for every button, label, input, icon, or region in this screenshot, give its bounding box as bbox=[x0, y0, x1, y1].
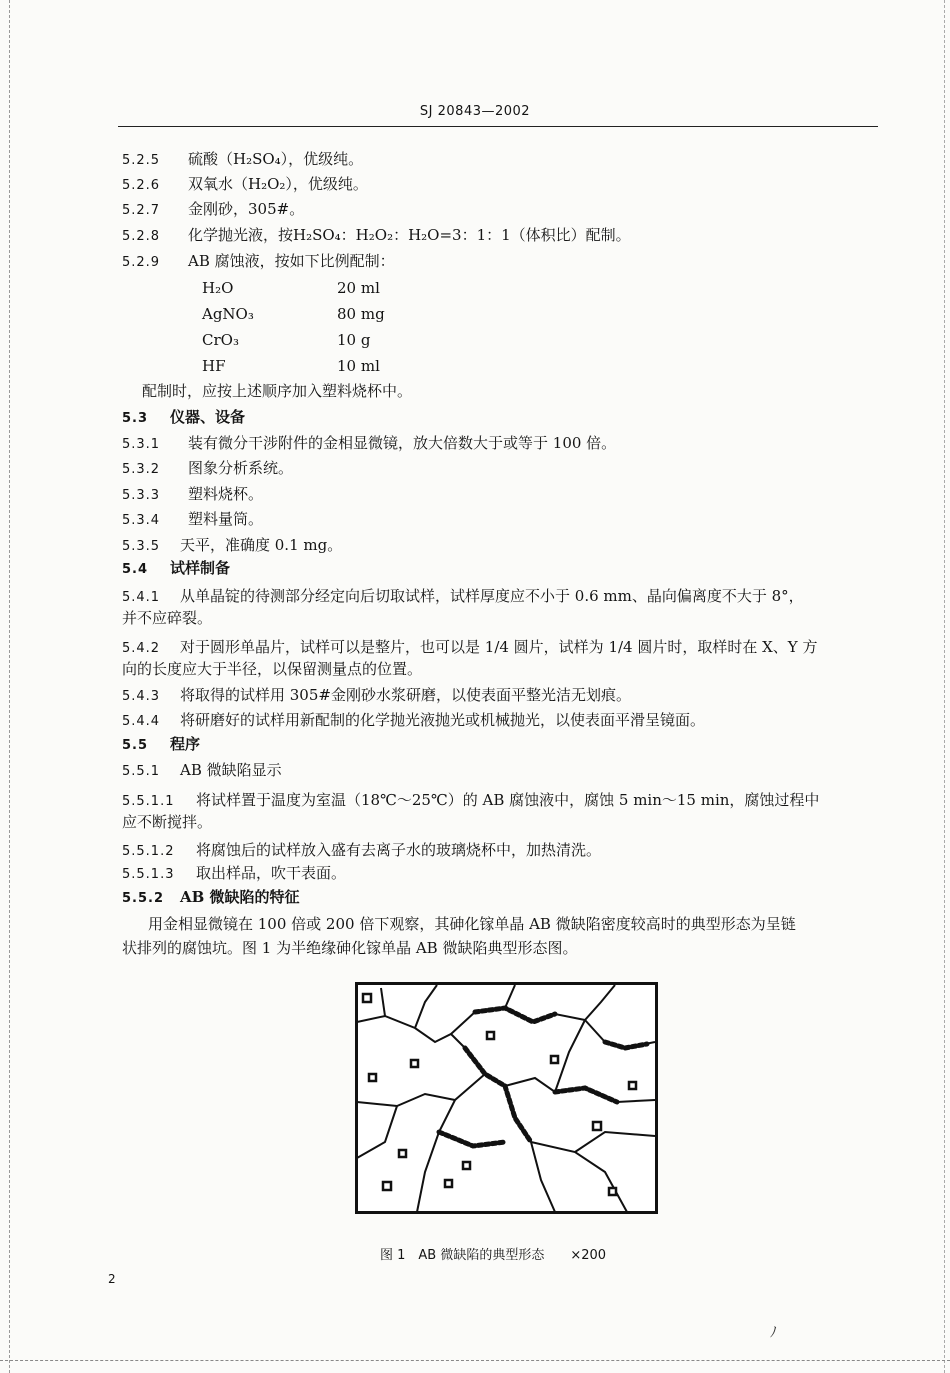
scan-mark: ﾉ bbox=[770, 1325, 777, 1341]
clause-5-2-7: 5.2.7 金刚砂，305#。 bbox=[122, 200, 305, 218]
clause-5-2-6: 5.2.6 双氧水（H₂O₂），优级纯。 bbox=[122, 175, 368, 193]
clause-5-5-1-3: 5.5.1.3 取出样品，吹干表面。 bbox=[122, 864, 347, 882]
clause-5-3-1: 5.3.1 装有微分干涉附件的金相显微镜，放大倍数大于或等于 100 倍。 bbox=[122, 434, 617, 452]
clause-5-5-1-2: 5.5.1.2 将腐蚀后的试样放入盛有去离子水的玻璃烧杯中，加热清洗。 bbox=[122, 841, 602, 859]
clause-5-4-2: 5.4.2 对于圆形单晶片，试样可以是整片，也可以是 1/4 圆片，试样为 1/4 圆片时，取样时在 X、Y 方 bbox=[122, 638, 818, 656]
recipe-row: CrO₃ 10 g bbox=[202, 331, 371, 349]
clause-5-5-1: 5.5.1 AB 微缺陷显示 bbox=[122, 761, 282, 779]
clause-5-5-2: 5.5.2 AB 微缺陷的特征 bbox=[122, 888, 300, 906]
page-number: 2 bbox=[108, 1272, 116, 1286]
recipe-row: HF 10 ml bbox=[202, 357, 380, 375]
clause-5-5-1-1: 5.5.1.1 将试样置于温度为室温（18℃～25℃）的 AB 腐蚀液中，腐蚀 5 min～15 min，腐蚀过程中 bbox=[122, 791, 820, 809]
clause-5-4-3: 5.4.3 将取得的试样用 305#金刚砂水浆研磨，以使表面平整光洁无划痕。 bbox=[122, 686, 631, 704]
clause-5-2-5: 5.2.5 硫酸（H₂SO₄），优级纯。 bbox=[122, 150, 364, 168]
recipe-note: 配制时，应按上述顺序加入塑料烧杯中。 bbox=[142, 382, 413, 400]
magnification: ×200 bbox=[570, 1248, 607, 1263]
figure-caption: 图 1 AB 微缺陷的典型形态 ×200 bbox=[380, 1248, 607, 1263]
clause-5-4-1-cont: 并不应碎裂。 bbox=[122, 609, 213, 627]
body-paragraph-cont: 状排列的腐蚀坑。图 1 为半绝缘砷化镓单晶 AB 微缺陷典型形态图。 bbox=[122, 939, 578, 957]
body-paragraph: 用金相显微镜在 100 倍或 200 倍下观察，其砷化镓单晶 AB 微缺陷密度较高时的典型形态为呈链 bbox=[148, 915, 796, 933]
clause-5-3-5: 5.3.5 天平，准确度 0.1 mg。 bbox=[122, 536, 343, 554]
clause-5-4-2-cont: 向的长度应大于半径，以保留测量点的位置。 bbox=[122, 660, 423, 678]
header-rule bbox=[118, 126, 878, 127]
clause-5-4-4: 5.4.4 将研磨好的试样用新配制的化学抛光液抛光或机械抛光，以使表面平滑呈镜面。 bbox=[122, 711, 706, 729]
section-5-3: 5.3 仪器、设备 bbox=[122, 408, 246, 426]
scan-edge-bottom bbox=[0, 1360, 950, 1361]
scan-edge-right bbox=[944, 0, 945, 1373]
recipe-row: AgNO₃ 80 mg bbox=[202, 305, 385, 323]
scan-edge-left bbox=[9, 0, 10, 1373]
recipe-row: H₂O 20 ml bbox=[202, 279, 380, 297]
clause-5-2-9: 5.2.9 AB 腐蚀液，按如下比例配制： bbox=[122, 252, 395, 270]
clause-5-3-3: 5.3.3 塑料烧杯。 bbox=[122, 485, 264, 503]
clause-5-5-1-1-cont: 应不断搅拌。 bbox=[122, 813, 213, 831]
document-code: SJ 20843—2002 bbox=[419, 104, 531, 119]
clause-5-4-1: 5.4.1 从单晶锭的待测部分经定向后切取试样，试样厚度应不小于 0.6 mm、晶向偏离度不大于 8°， bbox=[122, 587, 804, 605]
section-5-5: 5.5 程序 bbox=[122, 735, 201, 753]
clause-5-3-2: 5.3.2 图象分析系统。 bbox=[122, 459, 294, 477]
section-5-4: 5.4 试样制备 bbox=[122, 559, 231, 577]
ab-microdefect-micrograph bbox=[355, 982, 658, 1214]
clause-5-3-4: 5.3.4 塑料量筒。 bbox=[122, 510, 264, 528]
clause-5-2-8: 5.2.8 化学抛光液，按H₂SO₄：H₂O₂：H₂O=3：1：1（体积比）配制。 bbox=[122, 226, 631, 244]
